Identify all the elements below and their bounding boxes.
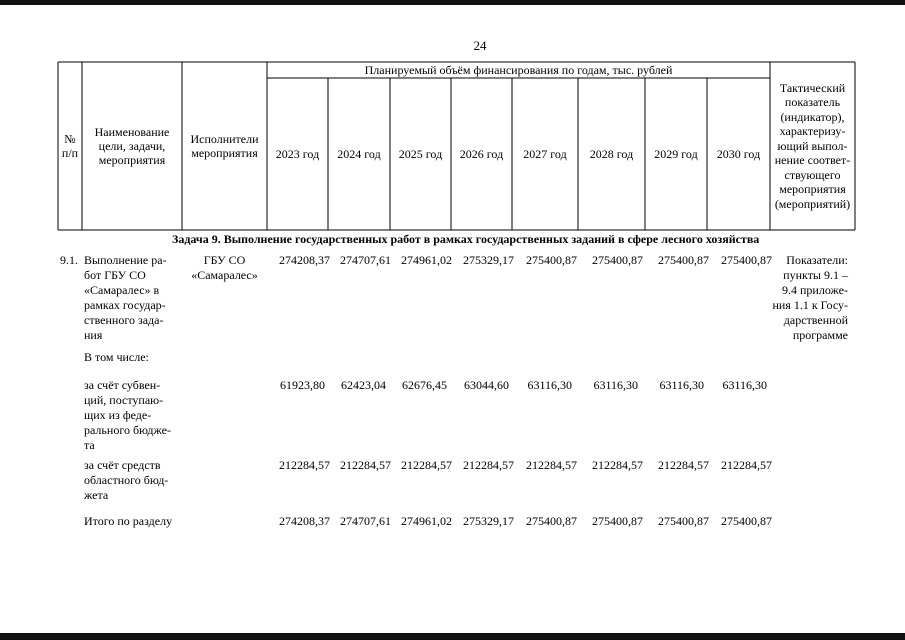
- row-name: Выполнение ра- бот ГБУ СО «Самаралес» в рамках государ- ственного зада- ния: [84, 253, 167, 342]
- row-value: 275400,87: [592, 253, 643, 267]
- header-indicator: Тактический показатель (индикатор), характеризу- ющий выпол- нение соответ- ствующего мероприятия (мероприятий): [774, 80, 851, 211]
- total-value: 275400,87: [721, 514, 772, 528]
- row-value: 61923,80: [280, 378, 325, 392]
- total-value: 275400,87: [526, 514, 577, 528]
- row-value: 275400,87: [658, 253, 709, 267]
- total-value: 275400,87: [592, 514, 643, 528]
- scan-edge-top: [0, 0, 905, 5]
- row-value: 63116,30: [527, 378, 572, 392]
- header-no: № п/п: [61, 132, 79, 160]
- row-value: 62423,04: [341, 378, 386, 392]
- task-title: Задача 9. Выполнение государственных работ в рамках государственных заданий в сфере лесного хозяйства: [172, 232, 760, 246]
- total-label: Итого по разделу: [84, 514, 173, 528]
- row-value: 274707,61: [340, 253, 391, 267]
- total-value: 275400,87: [658, 514, 709, 528]
- header-year: 2025 год: [398, 147, 443, 161]
- total-value: 275329,17: [463, 514, 514, 528]
- row-value: 275400,87: [721, 253, 772, 267]
- header-year: 2027 год: [523, 147, 567, 161]
- row-value: 63116,30: [593, 378, 638, 392]
- row-indicator: Показатели: пункты 9.1 – 9.4 приложе- ния 1.1 к Госу- дарственной программе: [772, 253, 848, 342]
- row-value: 212284,57: [401, 458, 452, 472]
- total-value: 274707,61: [340, 514, 391, 528]
- row-value: 212284,57: [592, 458, 643, 472]
- row-value: 275400,87: [526, 253, 577, 267]
- header-year: 2030 год: [716, 147, 761, 161]
- page-number: 24: [473, 38, 487, 53]
- total-value: 274208,37: [279, 514, 330, 528]
- row-value: 62676,45: [402, 378, 447, 392]
- total-value: 274961,02: [401, 514, 452, 528]
- header-name: Наименование цели, задачи, мероприятия: [94, 125, 170, 167]
- row-number: 9.1.: [60, 253, 78, 267]
- row-name: В том числе:: [84, 350, 149, 364]
- row-value: 212284,57: [526, 458, 577, 472]
- row-value: 63116,30: [722, 378, 767, 392]
- row-value: 63116,30: [659, 378, 704, 392]
- row-value: 212284,57: [463, 458, 514, 472]
- header-year: 2024 год: [337, 147, 381, 161]
- header-year: 2026 год: [459, 147, 504, 161]
- row-value: 274961,02: [401, 253, 452, 267]
- row-value: 212284,57: [340, 458, 391, 472]
- scan-edge-bottom: [0, 633, 905, 640]
- row-name: за счёт средств областного бюд- жета: [84, 458, 169, 502]
- header-funding: Планируемый объём финансирования по годам, тыс. рублей: [364, 63, 673, 77]
- row-value: 212284,57: [279, 458, 330, 472]
- header-executor: Исполнители мероприятия: [190, 132, 259, 160]
- row-value: 212284,57: [721, 458, 772, 472]
- row-executor: ГБУ СО «Самаралес»: [191, 253, 258, 282]
- row-value: 212284,57: [658, 458, 709, 472]
- row-value: 275329,17: [463, 253, 514, 267]
- row-value: 274208,37: [279, 253, 330, 267]
- header-year: 2029 год: [654, 147, 698, 161]
- row-name: за счёт субвен- ций, поступаю- щих из феде- рального бюдже- та: [84, 378, 171, 452]
- header-year: 2028 год: [589, 147, 634, 161]
- row-value: 63044,60: [464, 378, 509, 392]
- header-year: 2023 год: [275, 147, 320, 161]
